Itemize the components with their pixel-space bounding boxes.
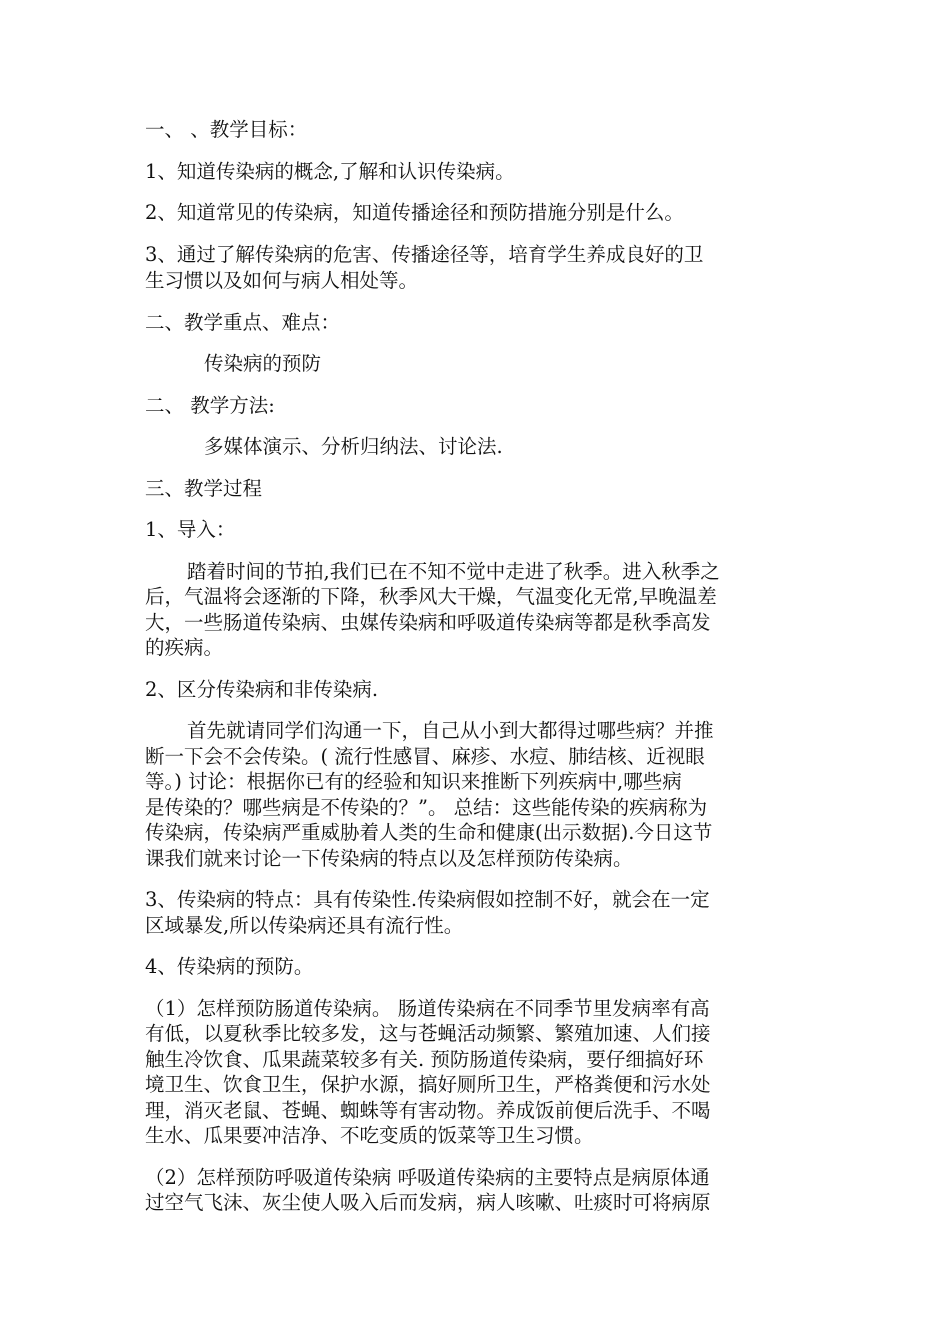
heading-teaching-process: 三、教学过程 [145,477,263,500]
discussion-paragraph-line: 是传染的？哪些病是不传染的？”。 总结：这些能传染的疾病称为 [145,796,708,819]
process-step-3: 3、传染病的特点：具有传染性.传染病假如控制不好，就会在一定 [145,888,710,911]
heading-key-points: 二、教学重点、难点： [145,311,341,334]
heading-teaching-goals: 一、 、教学目标： [145,118,308,141]
intro-paragraph-line: 踏着时间的节拍,我们已在不知不觉中走进了秋季。进入秋季之 [187,560,720,583]
process-step-1: 1、导入： [145,518,236,541]
respiratory-paragraph-line: 过空气飞沫、灰尘使人吸入后而发病，病人咳嗽、吐痰时可将病原 [145,1191,711,1214]
intro-paragraph-line: 后，气温将会逐渐的下降，秋季风大干燥，气温变化无常,早晚温差 [145,585,717,608]
goal-item-2: 2、知道常见的传染病，知道传播途径和预防措施分别是什么。 [145,201,684,224]
goal-item-3-cont: 生习惯以及如何与病人相处等。 [145,269,419,292]
methods-text: 多媒体演示、分析归纳法、讨论法. [204,435,503,458]
process-step-4: 4、传染病的预防。 [145,955,314,978]
heading-teaching-methods: 二、 教学方法: [145,394,275,417]
key-points-text: 传染病的预防 [204,352,322,375]
intro-paragraph-line: 大，一些肠道传染病、虫媒传染病和呼吸道传染病等都是秋季高发 [145,611,711,634]
discussion-paragraph-line: 断一下会不会传染。( 流行性感冒、麻疹、水痘、肺结核、近视眼 [145,745,705,768]
intro-paragraph-line: 的疾病。 [145,636,224,659]
process-step-3-cont: 区域暴发,所以传染病还具有流行性。 [145,914,464,937]
discussion-paragraph-line: 传染病，传染病严重威胁着人类的生命和健康(出示数据).今日这节 [145,821,713,844]
intestinal-paragraph-line: （1）怎样预防肠道传染病。 肠道传染病在不同季节里发病率有高 [145,997,710,1020]
goal-item-3: 3、通过了解传染病的危害、传播途径等，培育学生养成良好的卫 [145,243,704,266]
intestinal-paragraph-line: 有低，以夏秋季比较多发，这与苍蝇活动频繁、繁殖加速、人们接 [145,1022,711,1045]
intestinal-paragraph-line: 境卫生、饮食卫生，保护水源，搞好厕所卫生，严格粪便和污水处 [145,1073,711,1096]
goal-item-1: 1、知道传染病的概念,了解和认识传染病。 [145,160,515,183]
discussion-paragraph-line: 首先就请同学们沟通一下，自己从小到大都得过哪些病？并推 [187,719,714,742]
process-step-2: 2、区分传染病和非传染病. [145,678,379,701]
respiratory-paragraph-line: （2）怎样预防呼吸道传染病 呼吸道传染病的主要特点是病原体通 [145,1166,710,1189]
intestinal-paragraph-line: 触生冷饮食、瓜果蔬菜较多有关. 预防肠道传染病，要仔细搞好环 [145,1048,704,1071]
discussion-paragraph-line: 课我们就来讨论一下传染病的特点以及怎样预防传染病。 [145,847,633,870]
discussion-paragraph-line: 等。) 讨论：根据你已有的经验和知识来推断下列疾病中,哪些病 [145,770,682,793]
intestinal-paragraph-line: 理，消灭老鼠、苍蝇、蜘蛛等有害动物。养成饭前便后洗手、不喝 [145,1099,711,1122]
intestinal-paragraph-line: 生水、瓜果要冲洁净、不吃变质的饭菜等卫生习惯。 [145,1124,594,1147]
